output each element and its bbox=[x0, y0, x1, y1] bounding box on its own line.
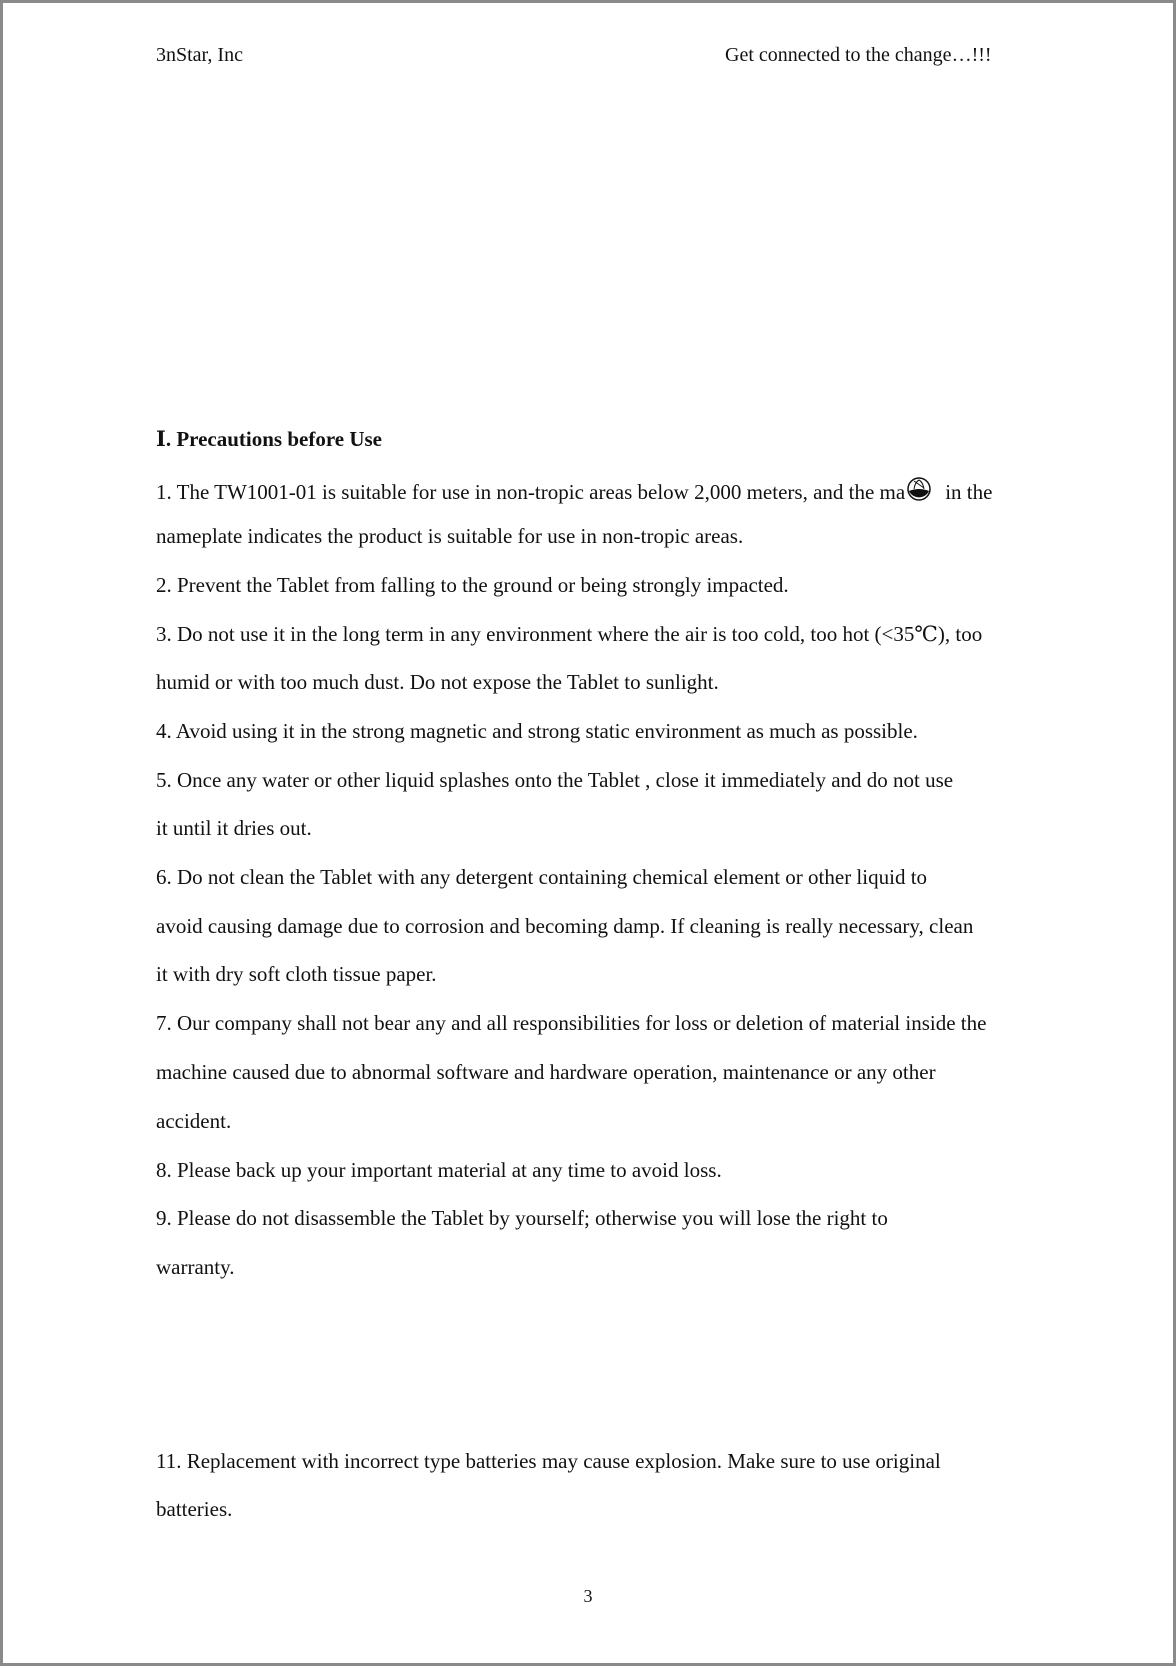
precaution-4-line-1: 4. Avoid using it in the strong magnetic and strong static environment as much as possible. bbox=[156, 719, 918, 743]
precaution-9-line-2: warranty. bbox=[156, 1255, 235, 1279]
section-title: Ⅰ. Precautions before Use bbox=[156, 427, 383, 451]
precaution-9-line-1: 9. Please do not disassemble the Tablet by yourself; otherwise you will lose the right to bbox=[156, 1206, 888, 1230]
precaution-1-line-1 bbox=[156, 477, 992, 505]
precaution-6-line-2: avoid causing damage due to corrosion and becoming damp. If cleaning is really necessary, clean bbox=[156, 914, 974, 938]
precaution-6-line-3: it with dry soft cloth tissue paper. bbox=[156, 962, 437, 986]
precaution-7-line-1: 7. Our company shall not bear any and all responsibilities for loss or deletion of material inside the bbox=[156, 1011, 987, 1035]
non-tropic-mark-icon bbox=[907, 477, 931, 501]
precaution-11-line-2: batteries. bbox=[156, 1497, 233, 1521]
precaution-3-line-1: 3. Do not use it in the long term in any environment where the air is too cold, too hot (<35℃), too bbox=[156, 622, 983, 646]
precaution-5-line-2: it until it dries out. bbox=[156, 816, 312, 840]
precaution-7-line-3: accident. bbox=[156, 1109, 232, 1133]
header-company: 3nStar, Inc bbox=[156, 44, 243, 66]
precaution-8-line-1: 8. Please back up your important material at any time to avoid loss. bbox=[156, 1158, 722, 1182]
precaution-7-line-2: machine caused due to abnormal software and hardware operation, maintenance or any other bbox=[156, 1060, 936, 1084]
precaution-1-text-a: 1. The TW1001-01 is suitable for use in non-tropic areas below 2,000 meters, and the ma bbox=[156, 480, 906, 504]
page-number: 3 bbox=[583, 1586, 593, 1606]
precaution-3-line-2: humid or with too much dust. Do not expose the Tablet to sunlight. bbox=[156, 670, 719, 694]
precaution-1-text-b: in the bbox=[945, 480, 993, 504]
header-slogan: Get connected to the change…!!! bbox=[725, 44, 992, 66]
precaution-2-line-1: 2. Prevent the Tablet from falling to the ground or being strongly impacted. bbox=[156, 573, 789, 597]
precaution-11-line-1: 11. Replacement with incorrect type batteries may cause explosion. Make sure to use original bbox=[156, 1449, 941, 1473]
precaution-1-line-2: nameplate indicates the product is suitable for use in non-tropic areas. bbox=[156, 524, 744, 548]
precaution-5-line-1: 5. Once any water or other liquid splashes onto the Tablet , close it immediately and do not use bbox=[156, 768, 954, 792]
precaution-6-line-1: 6. Do not clean the Tablet with any detergent containing chemical element or other liquid to bbox=[156, 865, 928, 889]
